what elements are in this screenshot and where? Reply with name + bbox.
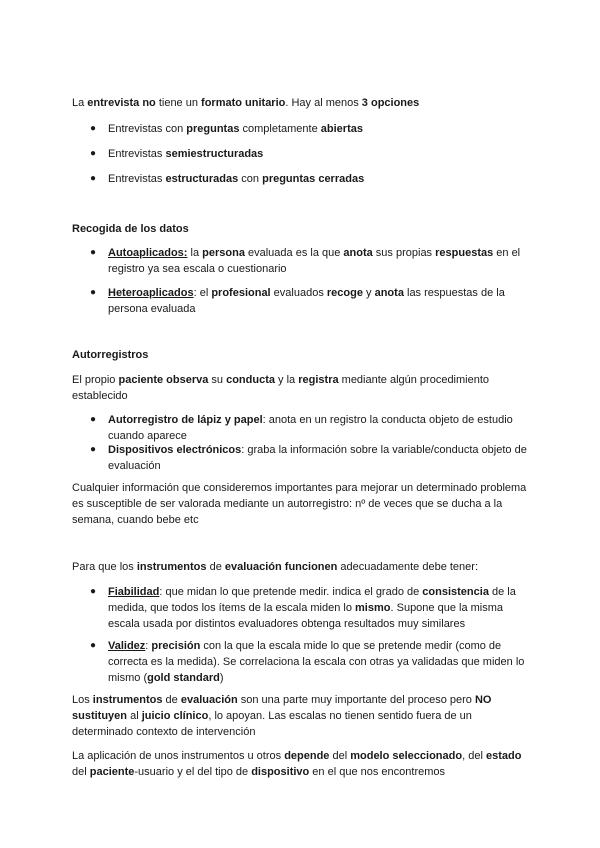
bold-term: paciente observa (118, 374, 209, 386)
text-run: La (72, 97, 88, 109)
text-run: , del (462, 750, 486, 762)
bullet: ● (90, 414, 97, 425)
text-run: : (145, 640, 152, 652)
text-run: la (187, 247, 203, 259)
text-run: ) (219, 672, 224, 684)
text-run: y (362, 287, 375, 299)
bold-term (108, 586, 159, 598)
text-run: en el registro ya sea escala o cuestionario (108, 247, 521, 275)
text-run: con la que la escala mide lo que se pretende medir (como de correcta es la medida). Se correlaciona la escala con otras ya validadas que miden lo mismo ( (108, 640, 525, 684)
bold-term: estructuradas (165, 173, 239, 185)
list-item (108, 584, 528, 632)
text-run: Cualquier información que consideremos importantes para mejorar un determinado problema es susceptible de ser valorada mediante un autorregistro: nº de veces que se ducha a la semana, cuando bebe etc (72, 482, 527, 526)
text-run: con (238, 173, 263, 185)
bold-term: 3 opciones (361, 97, 420, 109)
bold-term: formato unitario (201, 97, 286, 109)
bold-term: depende (284, 750, 330, 762)
bold-term: instrumentos (92, 694, 163, 706)
bullet: ● (90, 640, 97, 651)
bold-term: dispositivo (251, 766, 310, 778)
text-run: : el (193, 287, 212, 299)
bold-term: Dispositivos electrónicos (108, 444, 242, 456)
text-run: tiene un (155, 97, 202, 109)
bold-term: recoge (326, 287, 363, 299)
text-run: -usuario y el del tipo de (134, 766, 252, 778)
bold-term: precisión (151, 640, 201, 652)
text-run: en el que nos encontremos (309, 766, 446, 778)
text-run: El propio (72, 374, 119, 386)
text-run: las respuestas de la persona evaluada (108, 287, 505, 315)
text-run: y la (275, 374, 299, 386)
bold-term: preguntas (186, 123, 240, 135)
text-run: de la medida, que todos los ítems de la escala miden lo (108, 586, 516, 614)
bold-term (108, 640, 145, 652)
text-run: del (329, 750, 351, 762)
text-run: evaluada es la que (244, 247, 344, 259)
bold-term: semiestructuradas (165, 148, 264, 160)
bold-term: modelo seleccionado (350, 750, 463, 762)
bold-term: registra (298, 374, 339, 386)
text-run: de (206, 561, 225, 573)
text-run: : anota en un registro la conducta objeto de estudio cuando aparece (108, 414, 513, 442)
text-run: Los (72, 694, 93, 706)
text-run: del (72, 766, 90, 778)
bold-term: abiertas (320, 123, 363, 135)
bullet: ● (90, 444, 97, 455)
bold-term: anota (343, 247, 373, 259)
bold-term (108, 287, 194, 299)
bold-term: NO sustituyen (72, 694, 492, 722)
text-run: , lo apoyan. Las escalas no tienen sentido fuera de un determinado contexto de intervención (72, 710, 472, 738)
text-run: : graba la información sobre la variable/conducta objeto de evaluación (108, 444, 527, 472)
bold-term: estado (485, 750, 522, 762)
underlined-term: Heteroaplicados (108, 287, 194, 299)
text-run: . Hay al menos (285, 97, 362, 109)
text-run: Para que los (72, 561, 137, 573)
list-item (108, 146, 528, 162)
bullet: ● (90, 586, 97, 597)
bold-term: paciente (89, 766, 135, 778)
text-run: son una parte muy importante del proceso pero (237, 694, 475, 706)
bold-term: gold standard (147, 672, 220, 684)
underlined-term: Autoaplicados: (108, 247, 188, 259)
text-run: su (208, 374, 227, 386)
bold-term: preguntas cerradas (262, 173, 365, 185)
paragraph (72, 480, 532, 528)
bold-term: evaluación funcionen (224, 561, 338, 573)
bold-term: Autorregistro de lápiz y papel (108, 414, 263, 426)
list-item (108, 245, 528, 277)
text-run: : que midan lo que pretende medir. indica el grado de (159, 586, 423, 598)
bold-term: respuestas (435, 247, 494, 259)
bullet: ● (90, 287, 97, 298)
paragraph (72, 692, 532, 740)
bold-term: anota (374, 287, 404, 299)
intro-paragraph (72, 95, 532, 111)
bold-term: entrevista no (87, 97, 156, 109)
bold-term (108, 247, 187, 259)
text-run: Entrevistas (108, 173, 166, 185)
paragraph (72, 748, 532, 780)
paragraph (72, 559, 532, 575)
bullet: ● (90, 173, 97, 184)
bold-term: evaluación (180, 694, 238, 706)
text-run: . Supone que la misma escala usada por distintos evaluadores obtenga resultados muy similares (108, 602, 504, 630)
text-run: sus propias (372, 247, 436, 259)
underlined-term: Fiabilidad (108, 586, 160, 598)
text-run: mediante algún procedimiento establecido (72, 374, 490, 402)
bold-term: profesional (211, 287, 271, 299)
bullet: ● (90, 123, 97, 134)
section-heading: Autorregistros (72, 349, 149, 361)
bold-term: consistencia (422, 586, 489, 598)
bold-term: instrumentos (136, 561, 207, 573)
text-run: completamente (239, 123, 321, 135)
text-run: al (127, 710, 142, 722)
text-run: adecuadamente debe tener: (337, 561, 479, 573)
bullet: ● (90, 148, 97, 159)
text-run: Entrevistas (108, 148, 166, 160)
bullet: ● (90, 247, 97, 258)
list-item (108, 171, 528, 187)
list-item (108, 442, 528, 474)
list-item (108, 638, 528, 686)
text-run: Entrevistas con (108, 123, 187, 135)
section-heading: Recogida de los datos (72, 223, 189, 235)
bold-term: conducta (226, 374, 275, 386)
bold-term: persona (202, 247, 245, 259)
underlined-term: Validez (108, 640, 146, 652)
text-run: de (162, 694, 181, 706)
bold-term: juicio clínico (141, 710, 209, 722)
bold-term: mismo (355, 602, 391, 614)
list-item (108, 412, 528, 444)
list-item (108, 121, 528, 137)
paragraph (72, 372, 532, 404)
list-item (108, 285, 528, 317)
text-run: evaluados (270, 287, 327, 299)
text-run: La aplicación de unos instrumentos u otros (72, 750, 285, 762)
